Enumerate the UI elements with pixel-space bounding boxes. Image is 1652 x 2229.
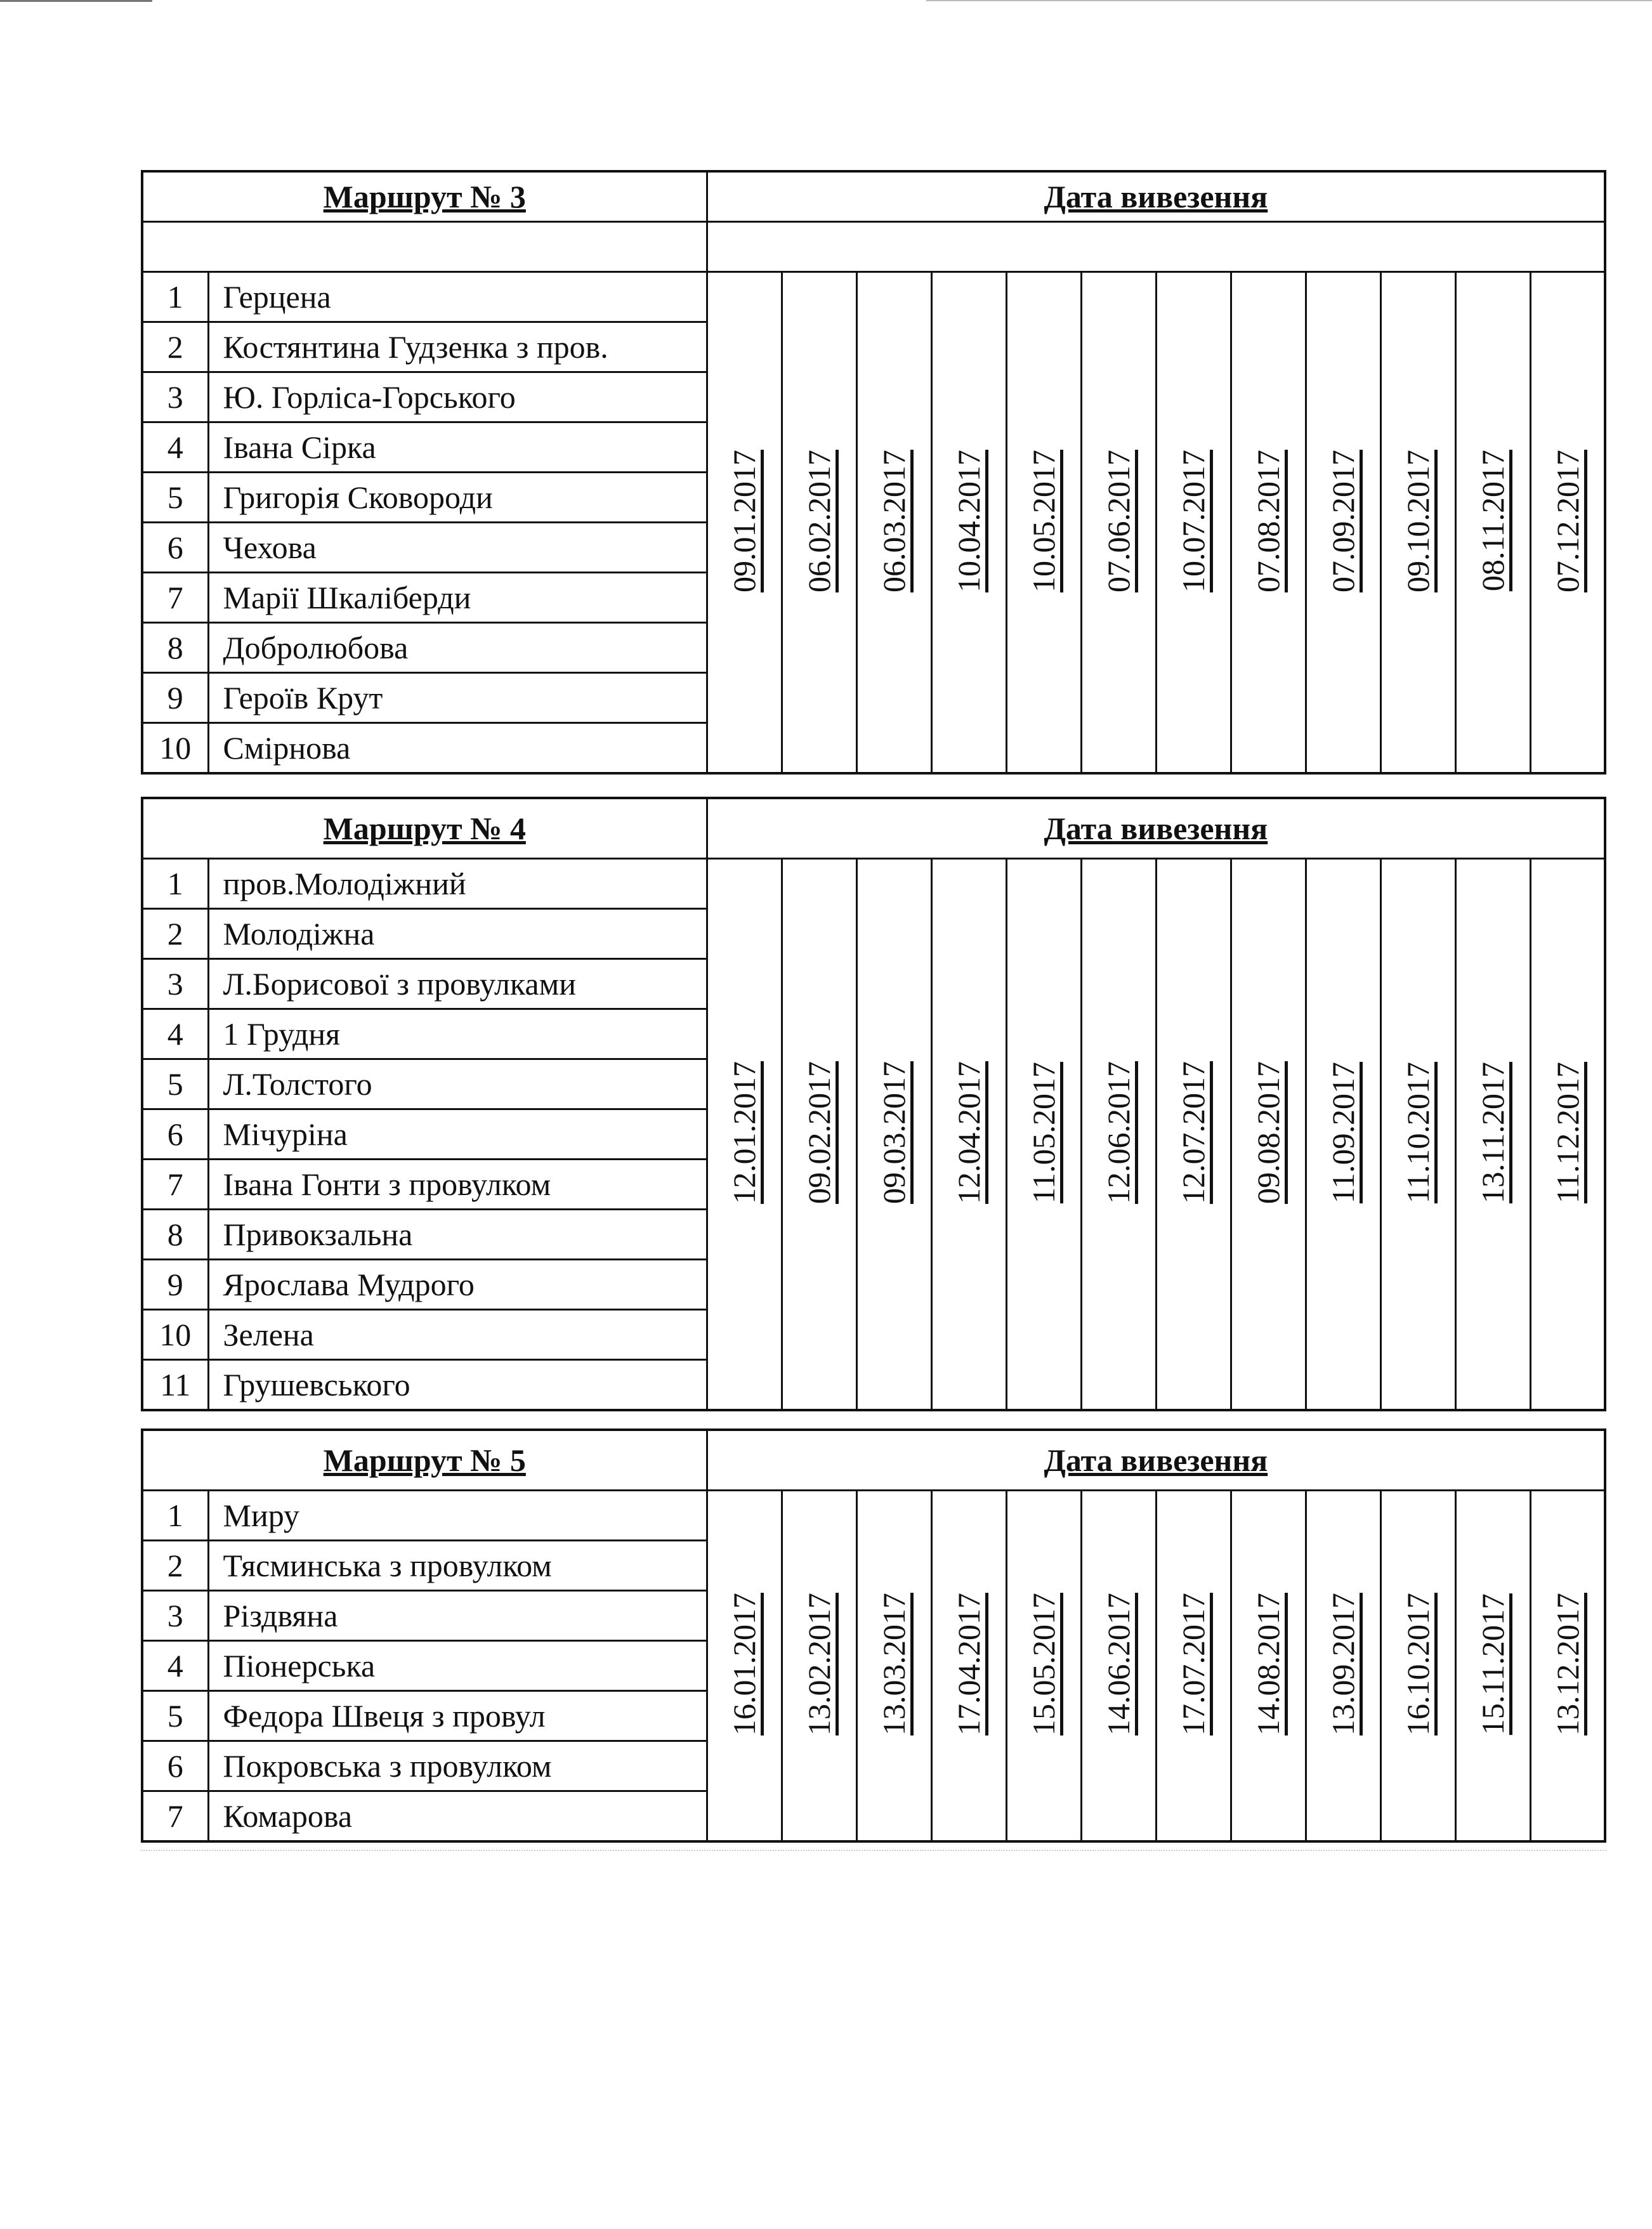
blank-cell (142, 222, 707, 272)
route-title (142, 171, 707, 222)
date-column (707, 1491, 782, 1842)
table-row (142, 272, 1605, 322)
collection-date: 17.07.2017 (1176, 1593, 1212, 1735)
date-column (1455, 859, 1530, 1411)
street-name: Івана Гонти з провулком (208, 1160, 707, 1210)
street-name: Л.Борисової з провулками (208, 959, 707, 1009)
route-title-text: Маршрут № 3 (323, 179, 526, 214)
collection-date: 16.10.2017 (1400, 1593, 1436, 1735)
street-name: Молодіжна (208, 909, 707, 959)
collection-date: 13.03.2017 (876, 1593, 912, 1735)
street-name: Різдвяна (208, 1591, 707, 1641)
date-column (856, 272, 931, 774)
route-table (141, 797, 1606, 1411)
street-name: Піонерська (208, 1641, 707, 1691)
date-column (1455, 1491, 1530, 1842)
street-name: Тясминська з провулком (208, 1541, 707, 1591)
street-name: Мічуріна (208, 1109, 707, 1160)
date-column (1156, 859, 1231, 1411)
row-number: 4 (142, 1009, 208, 1059)
table-row (142, 1491, 1605, 1541)
collection-date: 09.03.2017 (876, 1061, 912, 1204)
row-number: 3 (142, 372, 208, 422)
row-number: 2 (142, 909, 208, 959)
route-table (141, 170, 1606, 775)
date-column (707, 859, 782, 1411)
collection-date: 17.04.2017 (951, 1593, 987, 1735)
street-name: Миру (208, 1491, 707, 1541)
street-name: Костянтина Гудзенка з пров. (208, 322, 707, 372)
row-number: 2 (142, 322, 208, 372)
street-name: Смірнова (208, 723, 707, 774)
date-column (707, 272, 782, 774)
row-number: 10 (142, 1310, 208, 1360)
row-number: 2 (142, 1541, 208, 1591)
date-column (1306, 859, 1380, 1411)
street-name: Марії Шкаліберди (208, 573, 707, 623)
collection-date: 13.12.2017 (1549, 1593, 1585, 1735)
date-column (1006, 272, 1081, 774)
street-name: Федора Швеця з провул (208, 1691, 707, 1741)
date-header-text: Дата вивезення (1044, 811, 1268, 846)
collection-date: 08.11.2017 (1475, 450, 1511, 592)
row-number: 1 (142, 272, 208, 322)
street-name: Л.Толстого (208, 1059, 707, 1109)
street-name: Чехова (208, 523, 707, 573)
collection-date: 16.01.2017 (726, 1593, 763, 1735)
row-number: 8 (142, 1210, 208, 1260)
collection-date: 07.08.2017 (1250, 449, 1287, 592)
date-column (1156, 272, 1231, 774)
street-name: Грушевського (208, 1360, 707, 1411)
collection-date: 13.11.2017 (1475, 1061, 1511, 1204)
scan-edge-mark (926, 0, 1652, 1)
date-column (856, 859, 931, 1411)
date-header (707, 171, 1605, 222)
date-column (1530, 1491, 1605, 1842)
collection-date: 10.04.2017 (951, 449, 987, 592)
date-header (707, 798, 1605, 859)
row-number: 4 (142, 1641, 208, 1691)
row-number: 3 (142, 1591, 208, 1641)
collection-date: 06.02.2017 (801, 449, 837, 592)
collection-date: 07.06.2017 (1101, 449, 1137, 592)
row-number: 7 (142, 1160, 208, 1210)
street-name: Ю. Горліса-Горського (208, 372, 707, 422)
collection-date: 11.10.2017 (1400, 1061, 1436, 1204)
date-header (707, 1430, 1605, 1491)
collection-date: 11.05.2017 (1026, 1061, 1062, 1204)
date-column (1006, 1491, 1081, 1842)
row-number: 6 (142, 1109, 208, 1160)
street-name: 1 Грудня (208, 1009, 707, 1059)
street-name: Івана Сірка (208, 422, 707, 473)
row-number: 10 (142, 723, 208, 774)
blank-cell (707, 222, 1605, 272)
route-table-4 (141, 797, 1606, 1411)
scan-edge-mark (0, 0, 152, 2)
date-header-text: Дата вивезення (1044, 179, 1268, 214)
collection-date: 15.05.2017 (1026, 1593, 1062, 1735)
date-column (1006, 859, 1081, 1411)
route-table (141, 1428, 1606, 1843)
street-name: Ярослава Мудрого (208, 1260, 707, 1310)
street-name: Григорія Сковороди (208, 473, 707, 523)
collection-date: 11.12.2017 (1549, 1061, 1585, 1204)
street-name: Добролюбова (208, 623, 707, 673)
row-number: 7 (142, 1791, 208, 1842)
date-column (931, 1491, 1006, 1842)
date-column (1156, 1491, 1231, 1842)
collection-date: 12.06.2017 (1101, 1061, 1137, 1204)
row-number: 7 (142, 573, 208, 623)
date-column (1380, 272, 1455, 774)
route-title-text: Маршрут № 5 (323, 1442, 526, 1478)
route-header-row (142, 798, 1605, 859)
collection-date: 12.07.2017 (1176, 1061, 1212, 1204)
date-column (782, 859, 856, 1411)
date-column (1530, 272, 1605, 774)
collection-date: 13.09.2017 (1325, 1593, 1361, 1735)
date-column (1081, 859, 1156, 1411)
route-header-row (142, 1430, 1605, 1491)
street-name: Привокзальна (208, 1210, 707, 1260)
row-number: 5 (142, 473, 208, 523)
date-column (1081, 1491, 1156, 1842)
row-number: 8 (142, 623, 208, 673)
date-column (782, 272, 856, 774)
row-number: 3 (142, 959, 208, 1009)
collection-date: 09.02.2017 (801, 1061, 837, 1204)
collection-date: 06.03.2017 (876, 449, 912, 592)
collection-date: 13.02.2017 (801, 1593, 837, 1735)
date-header-text: Дата вивезення (1044, 1442, 1268, 1478)
route-title-text: Маршрут № 4 (323, 811, 526, 846)
date-column (1530, 859, 1605, 1411)
date-column (931, 859, 1006, 1411)
row-number: 4 (142, 422, 208, 473)
collection-date: 11.09.2017 (1325, 1061, 1361, 1204)
route-title (142, 1430, 707, 1491)
route-table-3 (141, 170, 1606, 775)
blank-row (142, 222, 1605, 272)
collection-date: 10.05.2017 (1026, 449, 1062, 592)
collection-date: 14.08.2017 (1250, 1593, 1287, 1735)
row-number: 6 (142, 523, 208, 573)
collection-date: 15.11.2017 (1475, 1593, 1511, 1735)
date-column (1455, 272, 1530, 774)
collection-date: 07.12.2017 (1549, 449, 1585, 592)
collection-date: 14.06.2017 (1101, 1593, 1137, 1735)
row-number: 5 (142, 1059, 208, 1109)
date-column (1380, 1491, 1455, 1842)
row-number: 1 (142, 1491, 208, 1541)
route-table-5 (141, 1428, 1606, 1843)
row-number: 5 (142, 1691, 208, 1741)
collection-date: 09.10.2017 (1400, 449, 1436, 592)
route-header-row (142, 171, 1605, 222)
collection-date: 12.04.2017 (951, 1061, 987, 1204)
row-number: 9 (142, 1260, 208, 1310)
date-column (1081, 272, 1156, 774)
street-name: Герцена (208, 272, 707, 322)
date-column (1231, 272, 1306, 774)
row-number: 9 (142, 673, 208, 723)
street-name: Комарова (208, 1791, 707, 1842)
date-column (782, 1491, 856, 1842)
date-column (856, 1491, 931, 1842)
date-column (1231, 1491, 1306, 1842)
collection-date: 10.07.2017 (1176, 449, 1212, 592)
collection-date: 09.01.2017 (726, 449, 763, 592)
collection-date: 09.08.2017 (1250, 1061, 1287, 1204)
scan-dotted-line (141, 1850, 1606, 1851)
collection-date: 07.09.2017 (1325, 449, 1361, 592)
table-row (142, 859, 1605, 909)
date-column (931, 272, 1006, 774)
street-name: Покровська з провулком (208, 1741, 707, 1791)
date-column (1380, 859, 1455, 1411)
street-name: Зелена (208, 1310, 707, 1360)
date-column (1306, 272, 1380, 774)
route-title (142, 798, 707, 859)
date-column (1306, 1491, 1380, 1842)
collection-date: 12.01.2017 (726, 1061, 763, 1204)
row-number: 1 (142, 859, 208, 909)
street-name: Героїв Крут (208, 673, 707, 723)
row-number: 11 (142, 1360, 208, 1411)
street-name: пров.Молодіжний (208, 859, 707, 909)
row-number: 6 (142, 1741, 208, 1791)
date-column (1231, 859, 1306, 1411)
